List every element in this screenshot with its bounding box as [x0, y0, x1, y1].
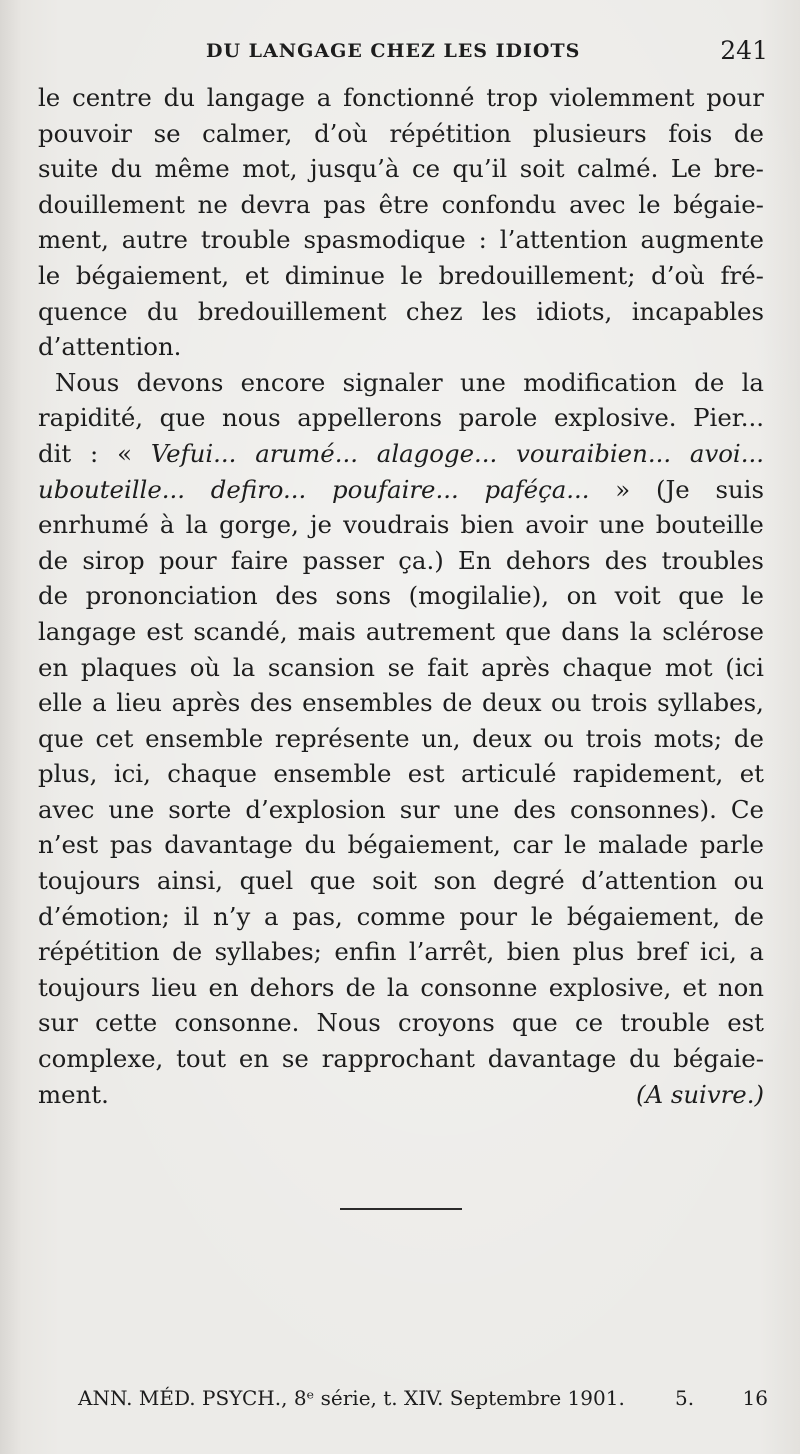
word: sur [399, 794, 440, 824]
journal-reference: ANN. MÉD. PSYCH., 8ᵉ série, t. XIV. Septembre 1901. [78, 1386, 625, 1410]
word: (mogilalie), [408, 581, 549, 611]
section-divider [340, 1208, 462, 1210]
word: sirop [82, 545, 145, 575]
word: est [727, 1008, 764, 1038]
paragraph-1 [38, 80, 764, 365]
word: du [304, 830, 336, 860]
word: troubles [661, 545, 764, 575]
word: ici, [113, 759, 151, 789]
word: ment. [38, 1079, 109, 1109]
text-line [38, 400, 764, 436]
text-line [38, 685, 764, 721]
word: Vefui... [150, 438, 237, 468]
word: le [400, 260, 423, 290]
signature-mark: 5. [675, 1386, 695, 1410]
word: le [38, 83, 61, 112]
word: d’émotion; [38, 901, 170, 931]
word: soit [519, 154, 565, 184]
word: Pier... [693, 403, 764, 433]
word: tout [176, 1044, 227, 1074]
word: chaque [167, 759, 257, 789]
word: il [183, 901, 200, 931]
word: ubouteille... [38, 474, 186, 504]
word: plus [572, 937, 625, 967]
word: fois [668, 118, 713, 148]
word: n’est [38, 830, 99, 860]
word: suis [715, 474, 764, 504]
word: qu’il [452, 154, 508, 184]
word: la [629, 616, 653, 646]
word: a [264, 901, 279, 931]
word: En [458, 545, 492, 575]
body-text [38, 80, 764, 1112]
word: trouble [620, 1008, 710, 1038]
word: suite [38, 154, 99, 184]
word: mot, [242, 154, 298, 184]
word: soit [372, 866, 417, 896]
word: augmente [640, 225, 764, 255]
word: centre [72, 83, 152, 112]
word: deux [481, 688, 542, 718]
word: « [117, 438, 132, 468]
word: d’explosion [245, 794, 386, 824]
word: rapidement, [572, 759, 724, 789]
word: deux [472, 723, 532, 753]
word: bégaiement, [75, 260, 230, 290]
word: autrement [365, 616, 496, 646]
word: les [482, 296, 517, 326]
word: de [733, 118, 764, 148]
word: car [512, 830, 553, 860]
word: de [442, 688, 473, 718]
word: dehors [249, 972, 335, 1002]
word: ce [574, 1008, 604, 1038]
word: lieu [116, 688, 162, 718]
word: dans [561, 616, 620, 646]
word: le [638, 189, 661, 219]
text-line [38, 116, 764, 152]
word: trouble [200, 225, 291, 255]
word: a [316, 83, 332, 112]
word: bégaie- [673, 1044, 764, 1074]
word: de [345, 972, 376, 1002]
word: se [281, 1044, 309, 1074]
word: quence [38, 296, 128, 326]
word: lieu [151, 972, 198, 1002]
word: consonne. [174, 1008, 300, 1038]
word: se [387, 652, 415, 682]
word: ment, [38, 225, 109, 255]
word: l’arrêt, [408, 937, 495, 967]
word: que [38, 723, 84, 753]
word: davantage [164, 830, 293, 860]
word: avec [569, 189, 626, 219]
word: autre [121, 225, 188, 255]
word: Nous [55, 367, 120, 397]
word: bredouillement [197, 296, 387, 326]
word: defiro... [210, 474, 307, 504]
word: pas [323, 189, 366, 219]
word: la [386, 972, 410, 1002]
word: ou [543, 723, 574, 753]
word: appellerons [297, 403, 443, 433]
word: a [749, 937, 764, 967]
word: degré [492, 866, 565, 896]
word: une [453, 794, 500, 824]
word: toujours [38, 866, 141, 896]
word: et [682, 972, 707, 1002]
word: gorge, [219, 510, 299, 540]
word: bouteille [655, 510, 764, 540]
word: mot [664, 652, 713, 682]
word: ou [551, 688, 582, 718]
word: trop [486, 83, 538, 112]
text-line [38, 827, 764, 863]
text-line [38, 970, 764, 1006]
word: incapables [631, 296, 764, 326]
text-line [38, 507, 764, 543]
text-line [38, 756, 764, 792]
text-line [38, 187, 764, 223]
word: une [108, 794, 155, 824]
word: mais [297, 616, 356, 646]
word: bégaie- [673, 189, 764, 219]
word: cette [95, 1008, 158, 1038]
text-line [38, 151, 764, 187]
text-line [38, 258, 764, 294]
word: faire [230, 545, 289, 575]
word: sorte [168, 794, 232, 824]
word: pas, [292, 901, 343, 931]
word: prononciation [85, 581, 258, 611]
text-line [38, 1041, 764, 1077]
paragraph-2 [38, 365, 764, 1112]
text-line [38, 650, 764, 686]
word: et [244, 260, 270, 290]
word: le [741, 581, 764, 611]
word: Ce [730, 794, 764, 824]
word: croyons [398, 1008, 495, 1038]
word: langage [38, 616, 137, 646]
word: trois [591, 688, 648, 718]
word: que [505, 616, 552, 646]
word: non [717, 972, 764, 1002]
word: dit [38, 438, 72, 468]
word: à [159, 510, 175, 540]
word: la [185, 510, 208, 540]
word: langage [206, 83, 305, 112]
word: de [733, 723, 764, 753]
word: calmer, [202, 118, 293, 148]
word: du [629, 1044, 661, 1074]
text-line-final [38, 1077, 764, 1113]
word: bégaiement, [566, 901, 721, 931]
word: et [739, 759, 764, 789]
word: d’où [651, 260, 705, 290]
word: n’y [213, 901, 251, 931]
word: toujours [38, 972, 141, 1002]
word: être [378, 189, 429, 219]
word: la [232, 652, 256, 682]
word: chez [405, 296, 463, 326]
word: explosive, [548, 972, 672, 1002]
word: d’attention. [38, 332, 182, 362]
word: arumé... [255, 438, 358, 468]
word: ou [733, 866, 764, 896]
word: calmé. [577, 154, 659, 184]
word: ensemble [273, 759, 392, 789]
text-line [38, 614, 764, 650]
word: consonnes). [569, 794, 717, 824]
text-line [38, 436, 764, 472]
word: de [172, 937, 203, 967]
word: pour [158, 545, 217, 575]
word: représente [274, 723, 410, 753]
word: poufaire... [332, 474, 459, 504]
word: : [478, 225, 487, 255]
word: sons [335, 581, 391, 611]
word: des [249, 688, 293, 718]
word: ensembles [302, 688, 433, 718]
word: : [90, 438, 99, 468]
word: voudrais [343, 510, 450, 540]
word: douillement [38, 189, 185, 219]
word: parle [699, 830, 764, 860]
word: la [741, 367, 764, 397]
word: d’attention [581, 866, 717, 896]
word: modification [523, 367, 677, 397]
page-footer [78, 1386, 768, 1416]
word: signaler [342, 367, 443, 397]
word: jusqu’à [310, 154, 400, 184]
word: spasmodique [303, 225, 466, 255]
word: voit [614, 581, 661, 611]
word: le [530, 901, 554, 931]
word: devra [240, 189, 311, 219]
word: confondu [441, 189, 557, 219]
word: répétition [389, 118, 512, 148]
text-line [38, 792, 764, 828]
word: vouraibien... [516, 438, 672, 468]
word: on [566, 581, 597, 611]
word: avoir [525, 510, 588, 540]
word: chaque [562, 652, 653, 682]
word: le [38, 260, 61, 290]
word: bien [460, 510, 515, 540]
word: (Je [655, 474, 690, 504]
text-line [38, 934, 764, 970]
word: de [38, 581, 69, 611]
word: bien [506, 937, 561, 967]
word: de [694, 367, 725, 397]
word: une [598, 510, 645, 540]
word: même [154, 154, 230, 184]
word: a [92, 688, 107, 718]
word: que [309, 866, 356, 896]
word: que [678, 581, 725, 611]
word: où [189, 652, 221, 682]
word: pour [706, 83, 764, 112]
word: une [460, 367, 506, 397]
word: des [513, 794, 556, 824]
text-line [38, 543, 764, 579]
word: scansion [267, 652, 375, 682]
text-line [38, 721, 764, 757]
text-line [38, 329, 764, 365]
word: violemment [549, 83, 695, 112]
word: complexe, [38, 1044, 164, 1074]
word: je [309, 510, 332, 540]
sheet-number: 16 [742, 1386, 768, 1410]
word: de [733, 901, 764, 931]
word: se [153, 118, 181, 148]
word: du [110, 154, 143, 184]
word: rapprochant [321, 1044, 475, 1074]
word: ainsi, [156, 866, 224, 896]
word: syllabes, [657, 688, 764, 718]
word: de [38, 545, 69, 575]
word: le [564, 830, 587, 860]
word: des [275, 581, 318, 611]
word: après [171, 688, 241, 718]
word: son [433, 866, 477, 896]
word: ici, [699, 937, 737, 967]
word: davantage [487, 1044, 617, 1074]
text-line [38, 899, 764, 935]
word: dehors [505, 545, 591, 575]
word: en [208, 972, 239, 1002]
word: ensemble [145, 723, 264, 753]
word: plusieurs [532, 118, 647, 148]
word: pouvoir [38, 118, 132, 148]
word: enrhumé [38, 510, 149, 540]
paragraph-2-continuation [38, 507, 764, 1077]
word: ne [197, 189, 228, 219]
word: comme [356, 901, 446, 931]
word: syllabes; [214, 937, 322, 967]
running-title: DU LANGAGE CHEZ LES IDIOTS [206, 40, 581, 62]
word: sur [38, 1008, 78, 1038]
word: alagoge... [376, 438, 498, 468]
word: plaques [80, 652, 178, 682]
text-line [38, 472, 764, 508]
word: mots; [653, 723, 723, 753]
word: en [238, 1044, 270, 1074]
word: idiots, [536, 296, 613, 326]
word: bre- [713, 154, 764, 184]
text-line [38, 1005, 764, 1041]
word: du [163, 83, 195, 112]
text-line [38, 80, 764, 116]
to-be-continued: (A suivre.) [635, 1079, 764, 1109]
word: ce [411, 154, 441, 184]
word: ça.) [398, 545, 444, 575]
word: sclérose [662, 616, 764, 646]
word: parole [458, 403, 538, 433]
word: Nous [316, 1008, 381, 1038]
word: trois [585, 723, 643, 753]
word: pour [459, 901, 518, 931]
word: avec [38, 794, 95, 824]
text-line [38, 222, 764, 258]
text-line [38, 365, 764, 401]
word: enfin [334, 937, 397, 967]
word: articulé [460, 759, 557, 789]
word: est [407, 759, 445, 789]
word: est [146, 616, 184, 646]
word: des [604, 545, 648, 575]
word: que [511, 1008, 558, 1038]
word: bégaiement, [347, 830, 501, 860]
page-header [0, 36, 800, 76]
word: devons [136, 367, 224, 397]
word: bredouillement; [438, 260, 636, 290]
word: nous [221, 403, 281, 433]
word: encore [240, 367, 326, 397]
word: cet [95, 723, 134, 753]
word: fait [427, 652, 469, 682]
word: » [615, 474, 631, 504]
word: rapidité, [38, 403, 144, 433]
word: malade [598, 830, 689, 860]
word: que [159, 403, 206, 433]
text-line [38, 294, 764, 330]
word: pas [109, 830, 153, 860]
word: elle [38, 688, 83, 718]
word: du [147, 296, 179, 326]
word: scandé, [193, 616, 288, 646]
word: répétition [38, 937, 160, 967]
word: plus, [38, 759, 98, 789]
word: fonctionné [343, 83, 475, 112]
word: un, [421, 723, 461, 753]
word: fré- [720, 260, 764, 290]
word: en [38, 652, 69, 682]
word: consonne [420, 972, 538, 1002]
word: paféça... [484, 474, 590, 504]
word: (ici [725, 652, 764, 682]
word: bref [636, 937, 688, 967]
word: l’attention [499, 225, 628, 255]
word: quel [239, 866, 294, 896]
word: avoi... [689, 438, 764, 468]
word: Le [670, 154, 702, 184]
text-line [38, 863, 764, 899]
word: diminue [284, 260, 385, 290]
word: après [481, 652, 550, 682]
word: explosive. [553, 403, 677, 433]
word: passer [302, 545, 384, 575]
page-number: 241 [720, 36, 768, 65]
word: d’où [314, 118, 368, 148]
text-line [38, 578, 764, 614]
